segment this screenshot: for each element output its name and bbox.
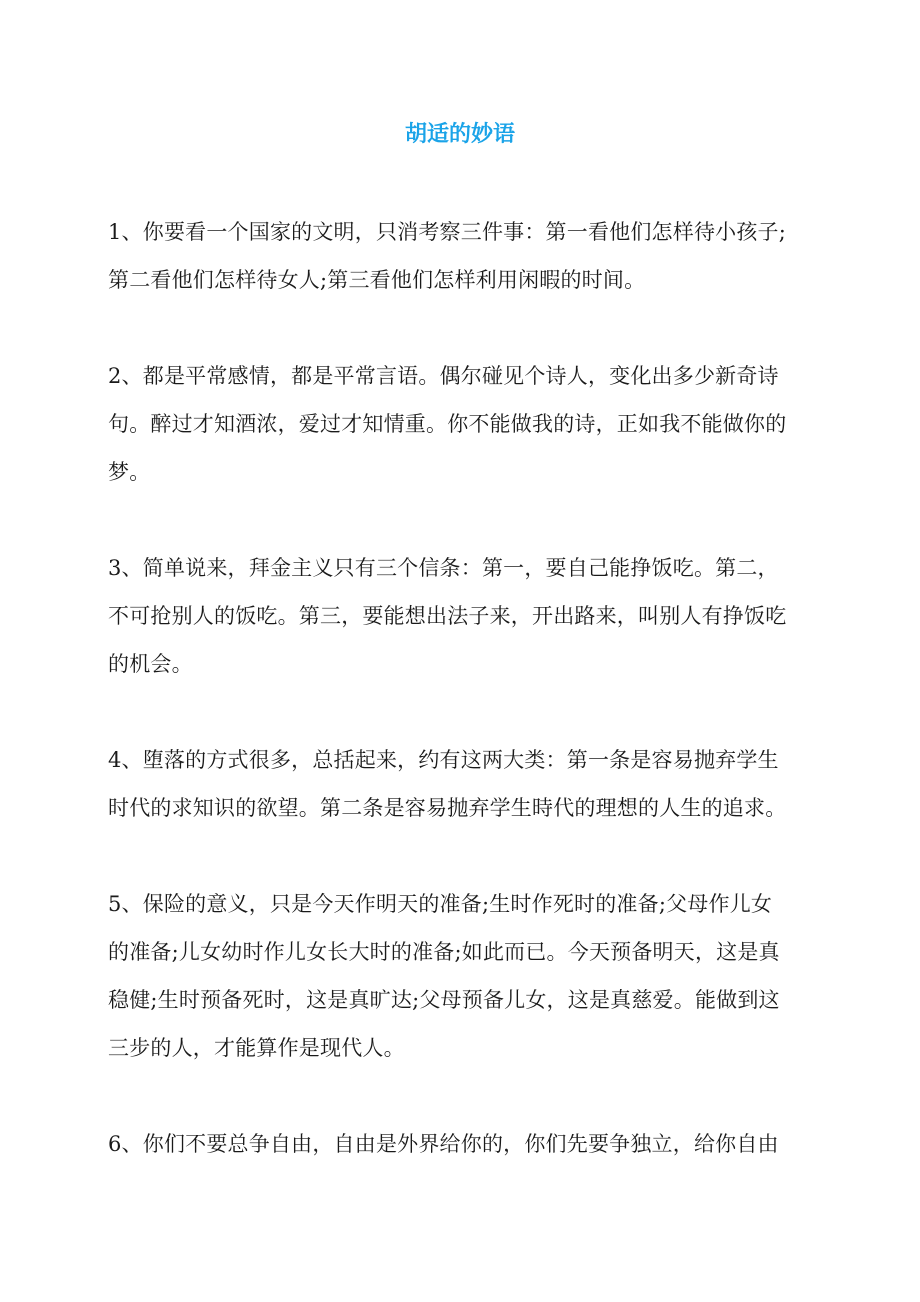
document-body [108, 208, 808, 1216]
paragraph-4 [108, 736, 808, 832]
paragraph-6 [108, 1120, 808, 1168]
text-line: 1、你要看一个国家的文明，只消考察三件事：第一看他们怎样待小孩子; [108, 220, 787, 244]
document-title: 胡适的妙语 [404, 122, 515, 147]
text-line: 第二看他们怎样待女人;第三看他们怎样利用闲暇的时间。 [108, 268, 646, 292]
text-line: 6、你们不要总争自由，自由是外界给你的，你们先要争独立，给你自由 [108, 1132, 779, 1156]
paragraph-1 [108, 208, 808, 304]
text-line: 不可抢别人的饭吃。第三，要能想出法子来，开出路来，叫别人有挣饭吃 [108, 604, 787, 628]
text-line: 梦。 [108, 460, 151, 484]
text-line: 的机会。 [108, 652, 193, 676]
text-line: 三步的人，才能算作是现代人。 [108, 1036, 405, 1060]
text-line: 4、堕落的方式很多，总括起来，约有这两大类：第一条是容易抛弃学生 [108, 748, 779, 772]
text-line: 2、都是平常感情，都是平常言语。偶尔碰见个诗人，变化出多少新奇诗 [108, 364, 779, 388]
text-line: 稳健;生时预备死时，这是真旷达;父母预备儿女，这是真慈爱。能做到这 [108, 988, 780, 1012]
text-line: 句。醉过才知酒浓，爱过才知情重。你不能做我的诗，正如我不能做你的 [108, 412, 787, 436]
paragraph-3 [108, 544, 808, 688]
text-line: 3、简单说来，拜金主义只有三个信条：第一，要自己能挣饭吃。第二， [108, 556, 779, 580]
text-line: 时代的求知识的欲望。第二条是容易抛弃学生時代的理想的人生的追求。 [108, 796, 787, 820]
paragraph-2 [108, 352, 808, 496]
paragraph-5 [108, 880, 808, 1072]
text-line: 的准备;儿女幼时作儿女长大时的准备;如此而已。今天预备明天，这是真 [108, 940, 780, 964]
text-line: 5、保险的意义，只是今天作明天的准备;生时作死时的准备;父母作儿女 [108, 892, 773, 916]
